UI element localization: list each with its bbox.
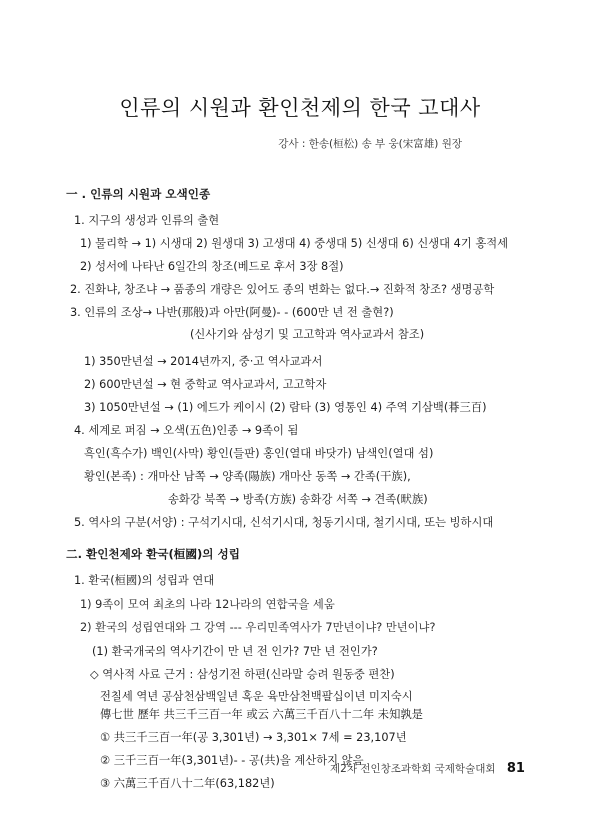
section2-line: ① 共三千三百一年(공 3,301년) → 3,301× 7세 = 23,107년: [100, 731, 407, 744]
section1-line: 2) 600만년설 → 현 중학교 역사교과서, 고고학자: [84, 378, 327, 391]
section1-line: 송화강 북쪽 → 방족(方族) 송화강 서쪽 → 견족(畎族): [168, 493, 428, 506]
section2-line: ② 三千三百一年(3,301년)- - 공(共)을 계산하지 않음: [100, 754, 364, 767]
section2-line: ③ 六萬三千百八十二年(63,182년): [100, 777, 275, 790]
section1-line: 1) 물리학 → 1) 시생대 2) 원생대 3) 고생대 4) 중생대 5) 신생대 6) 신생대 4기 홍적세: [80, 237, 509, 250]
section1-line: 황인(본족) : 개마산 남쪽 → 양족(陽族) 개마산 동쪽 → 간족(干族),: [84, 470, 411, 483]
section1-line: 흑인(흑수가) 백인(사막) 황인(들판) 홍인(열대 바닷가) 남색인(열대 섬): [84, 447, 434, 460]
conference-name: 제2차 전인창조과학회 국제학술대회: [330, 763, 496, 775]
section1-line: 1) 350만년설 → 2014년까지, 중·고 역사교과서: [84, 355, 323, 368]
section2-line: 1) 9족이 모여 최초의 나라 12나라의 연합국을 세움: [80, 598, 335, 611]
section1-line: 3. 인류의 조상→ 나반(那般)과 아만(阿曼)- - (600만 년 전 출현?): [70, 306, 394, 319]
section2-line: 2) 환국의 성립연대와 그 강역 --- 우리민족역사가 7만년이냐? 만년이냐?: [80, 621, 436, 634]
section2-line: 傳七世 歷年 共三千三百一年 或云 六萬三千百八十二年 未知孰是: [100, 708, 423, 721]
section2-line: (1) 환국개국의 역사기간이 만 년 전 인가? 7만 년 전인가?: [92, 645, 378, 658]
page-footer: [330, 761, 525, 776]
section2-line: 전칠세 역년 공삼천삼백일년 혹운 육만삼천백팔십이년 미지숙시: [100, 690, 413, 703]
section1-line: 4. 세계로 퍼짐 → 오색(五色)인종 → 9족이 됨: [74, 424, 299, 437]
section1-heading: 一 . 인류의 시원과 오색인종: [66, 187, 211, 201]
page-number: 81: [506, 761, 525, 776]
document-title: 인류의 시원과 환인천제의 한국 고대사: [119, 96, 481, 120]
section2-line: 1. 환국(桓國)의 성립과 연대: [74, 574, 215, 587]
section1-line: 3) 1050만년설 → (1) 에드가 케이시 (2) 람타 (3) 영통인 4) 주역 기삼백(朞三百): [84, 401, 487, 414]
section1-line: 2) 성서에 나타난 6일간의 창조(베드로 후서 3장 8절): [80, 260, 344, 273]
section2-line: ◇ 역사적 사료 근거 : 삼성기전 하편(신라말 승려 원동중 편찬): [90, 668, 395, 681]
section1-line: (신사기와 삼성기 및 고고학과 역사교과서 참조): [190, 328, 425, 341]
section1-line: 2. 진화냐, 창조냐 → 품종의 개량은 있어도 종의 변화는 없다.→ 진화적 창조? 생명공학: [70, 283, 495, 296]
section1-line: 5. 역사의 구분(서양) : 구석기시대, 신석기시대, 청동기시대, 철기시대, 또는 빙하시대: [74, 516, 494, 529]
lecturer-text: 강사 : 한송(桓松) 송 부 웅(宋富雄) 원장: [278, 138, 462, 150]
section1-line: 1. 지구의 생성과 인류의 출현: [74, 214, 220, 227]
section2-heading: 二. 환인천제와 환국(桓國)의 성립: [66, 547, 240, 561]
